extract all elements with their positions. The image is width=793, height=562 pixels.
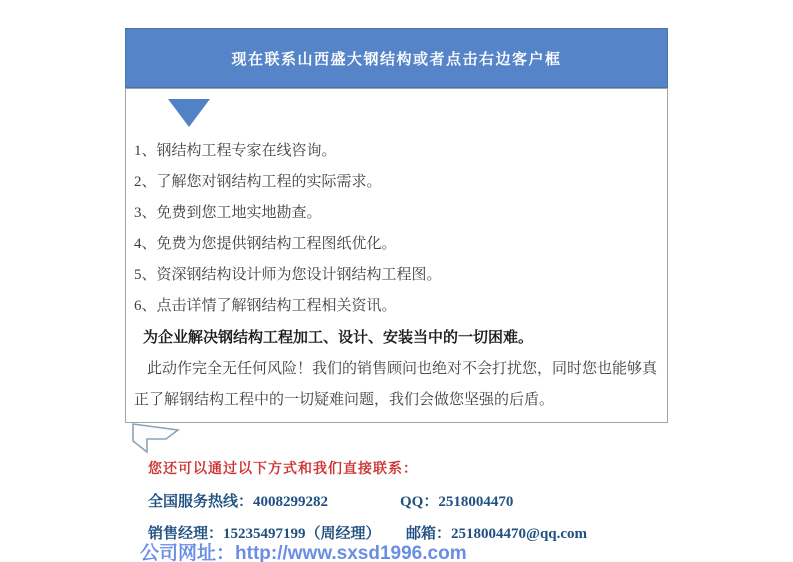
qq-number: 2518004470 — [438, 494, 514, 510]
list-item: 6、点击详情了解钢结构工程相关资讯。 — [134, 298, 397, 314]
benefits-box — [125, 88, 668, 423]
main-column — [125, 28, 668, 423]
hotline-number: 4008299282 — [253, 494, 329, 510]
list-item: 1、钢结构工程专家在线咨询。 — [134, 143, 337, 159]
website-row — [140, 538, 467, 562]
qq-row — [400, 490, 513, 511]
hotline-label: 全国服务热线： — [148, 494, 254, 510]
benefit-list — [134, 144, 659, 314]
reassurance-paragraph-line1: 此动作完全无任何风险！我们的销售顾问也绝对不会打扰您，同时您也能够真 — [147, 361, 658, 377]
list-item: 2、了解您对钢结构工程的实际需求。 — [134, 174, 382, 190]
website-label: 公司网址： — [140, 543, 236, 562]
list-item: 5、资深钢结构设计师为您设计钢结构工程图。 — [134, 267, 442, 283]
hotline-row — [148, 490, 328, 511]
website-link[interactable]: http://www.sxsd1996.com — [235, 543, 467, 562]
header-banner — [125, 28, 668, 88]
qq-label: QQ： — [400, 494, 439, 510]
manager-phone: 15235497199（周经理） — [223, 526, 381, 542]
manager-label: 销售经理： — [148, 526, 224, 542]
list-item: 3、免费到您工地实地勘查。 — [134, 205, 322, 221]
header-title: 现在联系山西盛大钢结构或者点击右边客户框 — [231, 51, 562, 68]
corner-flag-icon — [129, 421, 181, 462]
email-label: 邮箱： — [406, 526, 452, 542]
list-item: 4、免费为您提供钢结构工程图纸优化。 — [134, 236, 397, 252]
reassurance-paragraph-line2: 正了解钢结构工程中的一切疑难问题，我们会做您坚强的后盾。 — [134, 392, 555, 408]
email-address: 2518004470@qq.com — [451, 526, 588, 542]
highlight-statement: 为企业解决钢结构工程加工、设计、安装当中的一切困难。 — [143, 330, 534, 346]
contact-intro-text: 您还可以通过以下方式和我们直接联系： — [148, 462, 418, 477]
down-triangle-icon — [168, 99, 210, 127]
